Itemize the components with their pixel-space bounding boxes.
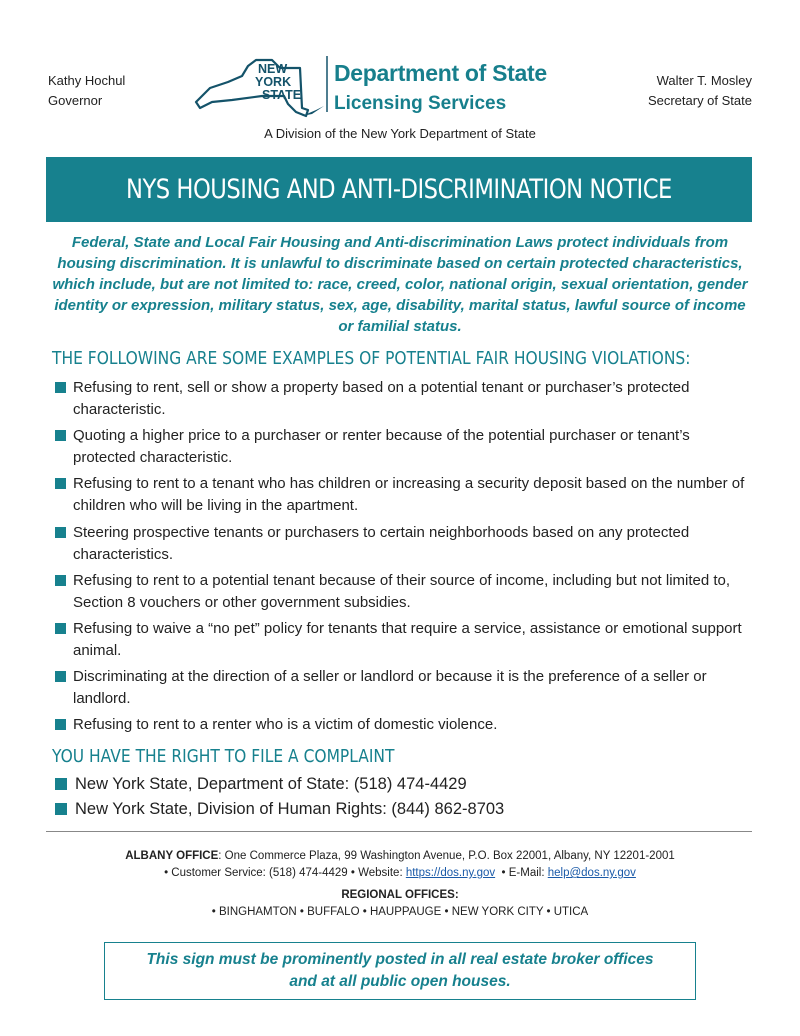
- list-item: Refusing to rent to a potential tenant because of their source of income, including but not limited to, Section 8 vouchers or other government subsidies.: [55, 570, 755, 614]
- intro-paragraph: Federal, State and Local Fair Housing and Anti-discrimination Laws protect individuals from housing discrimination. It is unlawful to discriminate based on certain protected characteristics, which include, but are not limited to: race, creed, color, national origin, sexual orientation, gender identity or expression, military status, sex, age, disability, marital status, lawful source of income or familial status.: [52, 234, 748, 335]
- logo-word-york: YORK: [255, 75, 292, 89]
- secretary-block: [648, 71, 752, 111]
- regional-offices-list: • BINGHAMTON • BUFFALO • HAUPPAUGE • NEW YORK CITY • UTICA: [211, 906, 589, 918]
- square-bullet-icon: [55, 382, 66, 393]
- violations-heading: THE FOLLOWING ARE SOME EXAMPLES OF POTENTIAL FAIR HOUSING VIOLATIONS:: [52, 348, 691, 369]
- square-bullet-icon: [55, 671, 66, 682]
- email-link[interactable]: help@dos.ny.gov: [547, 867, 636, 879]
- posting-requirement-line2: and at all public open houses.: [289, 973, 511, 990]
- list-item: New York State, Department of State: (518) 474-4429: [55, 772, 755, 796]
- list-item: Refusing to rent to a renter who is a victim of domestic violence.: [55, 714, 755, 736]
- secretary-title: Secretary of State: [647, 93, 752, 108]
- list-item: Steering prospective tenants or purchasers to certain neighborhoods based on any protected characteristics.: [55, 522, 755, 566]
- governor-title: Governor: [48, 93, 103, 108]
- rights-heading: YOU HAVE THE RIGHT TO FILE A COMPLAINT: [52, 746, 395, 767]
- square-bullet-icon: [55, 719, 66, 730]
- albany-office-label: ALBANY OFFICE: [125, 850, 219, 862]
- contact-line: [0, 865, 800, 882]
- square-bullet-icon: [55, 623, 66, 634]
- footer-divider: [46, 831, 752, 832]
- list-item: New York State, Division of Human Rights: (844) 862-8703: [55, 797, 755, 821]
- department-subtitle: Licensing Services: [334, 93, 507, 114]
- list-item: Refusing to waive a “no pet” policy for tenants that require a service, assistance or emotional support animal.: [55, 618, 755, 662]
- list-item: Discriminating at the direction of a seller or landlord or because it is the preference of a seller or landlord.: [55, 666, 755, 710]
- square-bullet-icon: [55, 430, 66, 441]
- square-bullet-icon: [55, 575, 66, 586]
- regional-offices-heading: REGIONAL OFFICES:: [341, 889, 459, 901]
- list-item: Quoting a higher price to a purchaser or renter because of the potential purchaser or tenant’s protected characteristic.: [55, 425, 755, 469]
- division-line: A Division of the New York Department of State: [264, 126, 536, 141]
- square-bullet-icon: [55, 527, 66, 538]
- posting-requirement-box: [104, 942, 696, 1000]
- albany-office-line: [0, 848, 800, 865]
- governor-name: Kathy Hochul: [48, 73, 126, 88]
- page-title: NYS HOUSING AND ANTI-DISCRIMINATION NOTICE: [126, 174, 672, 205]
- department-name: Department of State: [334, 60, 547, 86]
- square-bullet-icon: [55, 778, 67, 790]
- governor-block: [48, 71, 125, 111]
- title-banner: [46, 157, 752, 222]
- website-link[interactable]: https://dos.ny.gov: [405, 867, 496, 879]
- posting-requirement-line1: This sign must be prominently posted in all real estate broker offices: [146, 951, 654, 968]
- secretary-name: Walter T. Mosley: [656, 73, 752, 88]
- violations-list: [55, 377, 755, 741]
- list-item: Refusing to rent to a tenant who has children or increasing a security deposit based on the number of children who will be living in the apartment.: [55, 473, 755, 517]
- square-bullet-icon: [55, 803, 67, 815]
- logo-word-new: NEW: [258, 62, 288, 76]
- logo-word-state: STATE: [262, 88, 302, 102]
- long-island-icon: [302, 106, 324, 116]
- square-bullet-icon: [55, 478, 66, 489]
- list-item: Refusing to rent, sell or show a property based on a potential tenant or purchaser’s protected characteristic.: [55, 377, 755, 421]
- email-label: • E-Mail:: [495, 867, 548, 879]
- customer-service-text: • Customer Service: (518) 474-4429 • Website:: [164, 867, 406, 879]
- albany-office-address: : One Commerce Plaza, 99 Washington Avenue, P.O. Box 22001, Albany, NY 12201-2001: [218, 850, 675, 862]
- complaint-contacts-list: [55, 772, 755, 822]
